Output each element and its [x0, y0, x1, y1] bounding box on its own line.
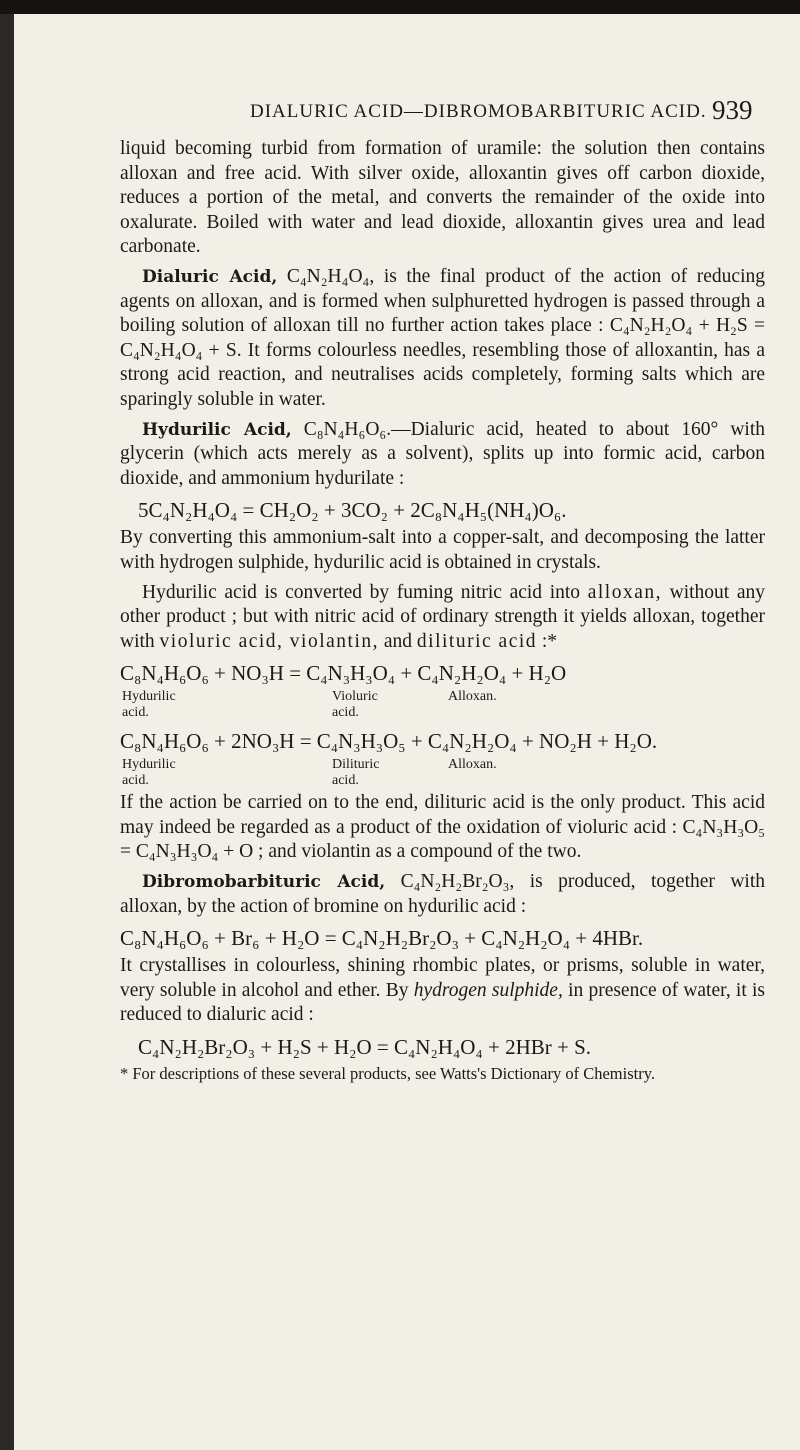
dialuric-formula: C₄N₂H₄O₄	[286, 265, 370, 287]
nitric-violuric: violuric acid, violantin,	[159, 630, 380, 652]
reaction-2-label-3: Alloxan.	[448, 757, 497, 773]
footnote: * For descriptions of these several products, see Watts's Dictionary of Chemistry.	[120, 1064, 656, 1084]
nitric-text-c: and	[383, 630, 413, 652]
nitric-dilituric: dilituric acid	[416, 630, 538, 652]
dialuric-text2: It forms colourless needles, resembling those of alloxantin, has a strong acid reaction, and neutralises acids completely, forming salts which are sparingly soluble in water.	[120, 339, 766, 410]
hydurilic-heading: Hydurilic Acid,	[142, 419, 292, 440]
crystallise-text-a: It crystallises in colourless, shining rhombic plates, or prisms, soluble in water, very soluble in alcohol and ether. By	[120, 955, 765, 1001]
nitric-text-b: without any other product ; but with nitric acid of ordinary strength it yields alloxan, together with	[120, 581, 766, 652]
running-head: DIALURIC ACID—DIBROMOBARBITURIC ACID.	[250, 101, 707, 122]
dialuric-heading: Dialuric Acid,	[142, 266, 278, 287]
dibromo-paragraph	[120, 870, 765, 919]
nitric-alloxan: alloxan,	[587, 581, 662, 603]
reaction-1-label-2: Violuric acid.	[332, 689, 378, 721]
reaction-1-label-1: Hydurilic acid.	[122, 689, 176, 721]
nitric-text-a: Hydurilic acid is converted by fuming nitric acid into	[142, 581, 581, 603]
reaction-2-label-2: Dilituric acid.	[332, 757, 380, 789]
page-number: 939	[712, 95, 753, 125]
crystallise-italic: hydrogen sulphide,	[413, 979, 563, 1001]
binding-gutter	[0, 14, 14, 1450]
dialuric-paragraph	[120, 265, 765, 413]
bromination-equation: C₈N₄H₆O₆ + Br₆ + H₂O = C₄N₂H₂Br₂O₃ + C₄N₂H₂O₄ + 4HBr.	[120, 926, 644, 951]
crystallise-text-b: in presence of water, it is reduced to dialuric acid :	[120, 979, 765, 1026]
oxidation-paragraph: If the action be carried on to the end, dilituric acid is the only product. This acid may indeed be regarded as a product of the oxidation of violuric acid : C₄N₃H₃O₅ = C₄N₃H₃O₄ + O ; and violantin as a compound of the two.	[120, 792, 765, 863]
dibromo-text1: , is produced, together with alloxan, by the action of bromine on hydurilic acid :	[120, 871, 765, 917]
intro-paragraph: liquid becoming turbid from formation of uramile: the solution then contains alloxan and free acid. With silver oxide, alloxantin gives off carbon dioxide, reduces a portion of the metal, and converts the remainder of the oxide into oxalurate. Boiled with water and lead dioxide, alloxantin gives urea and lead carbonate.	[120, 138, 765, 258]
nitric-paragraph	[120, 581, 765, 655]
nitric-text-d: :*	[541, 630, 558, 652]
dialuric-equation: C₄N₂H₂O₄ + H₂S = C₄N₂H₄O₄ + S.	[120, 315, 765, 361]
reaction-2-label-1: Hydurilic acid.	[122, 757, 176, 789]
reaction-1-label-3: Alloxan.	[448, 689, 497, 705]
copper-salt-paragraph: By converting this ammonium-salt into a copper-salt, and decomposing the latter with hydrogen sulphide, hydurilic acid is obtained in crystals.	[120, 527, 765, 573]
crystallise-paragraph	[120, 954, 765, 1028]
hydurilic-text1: .—Dialuric acid, heated to about 160° with glycerin (which acts merely as a solvent), splits up into formic acid, carbon dioxide, and ammonium hydurilate :	[120, 418, 765, 489]
reaction-1-labels	[120, 689, 765, 723]
reduction-equation: C₄N₂H₂Br₂O₃ + H₂S + H₂O = C₄N₂H₄O₄ + 2HBr + S.	[138, 1035, 592, 1060]
dibromo-formula: C₄N₂H₂Br₂O₃	[400, 871, 510, 893]
hydurilate-equation: 5C₄N₂H₄O₄ = CH₂O₂ + 3CO₂ + 2C₈N₄H₅(NH₄)O₆.	[138, 498, 567, 523]
page-header	[0, 95, 800, 135]
top-border-rule	[0, 0, 800, 14]
reaction-1-equation: C₈N₄H₆O₆ + NO₃H = C₄N₃H₃O₄ + C₄N₂H₂O₄ + H₂O	[120, 661, 567, 686]
reaction-2-labels	[120, 757, 765, 791]
body-text	[120, 137, 765, 1090]
hydurilic-paragraph	[120, 418, 765, 492]
reaction-2-equation: C₈N₄H₆O₆ + 2NO₃H = C₄N₃H₃O₅ + C₄N₂H₂O₄ + NO₂H + H₂O.	[120, 729, 658, 754]
dialuric-text1: , is the final product of the action of reducing agents on alloxan, and is formed when sulphuretted hydrogen is passed through a boiling solution of alloxan till no further action takes place :	[120, 265, 765, 337]
hydurilic-formula: C₈N₄H₆O₆	[303, 418, 387, 440]
dibromo-heading: Dibromobarbituric Acid,	[142, 872, 386, 893]
